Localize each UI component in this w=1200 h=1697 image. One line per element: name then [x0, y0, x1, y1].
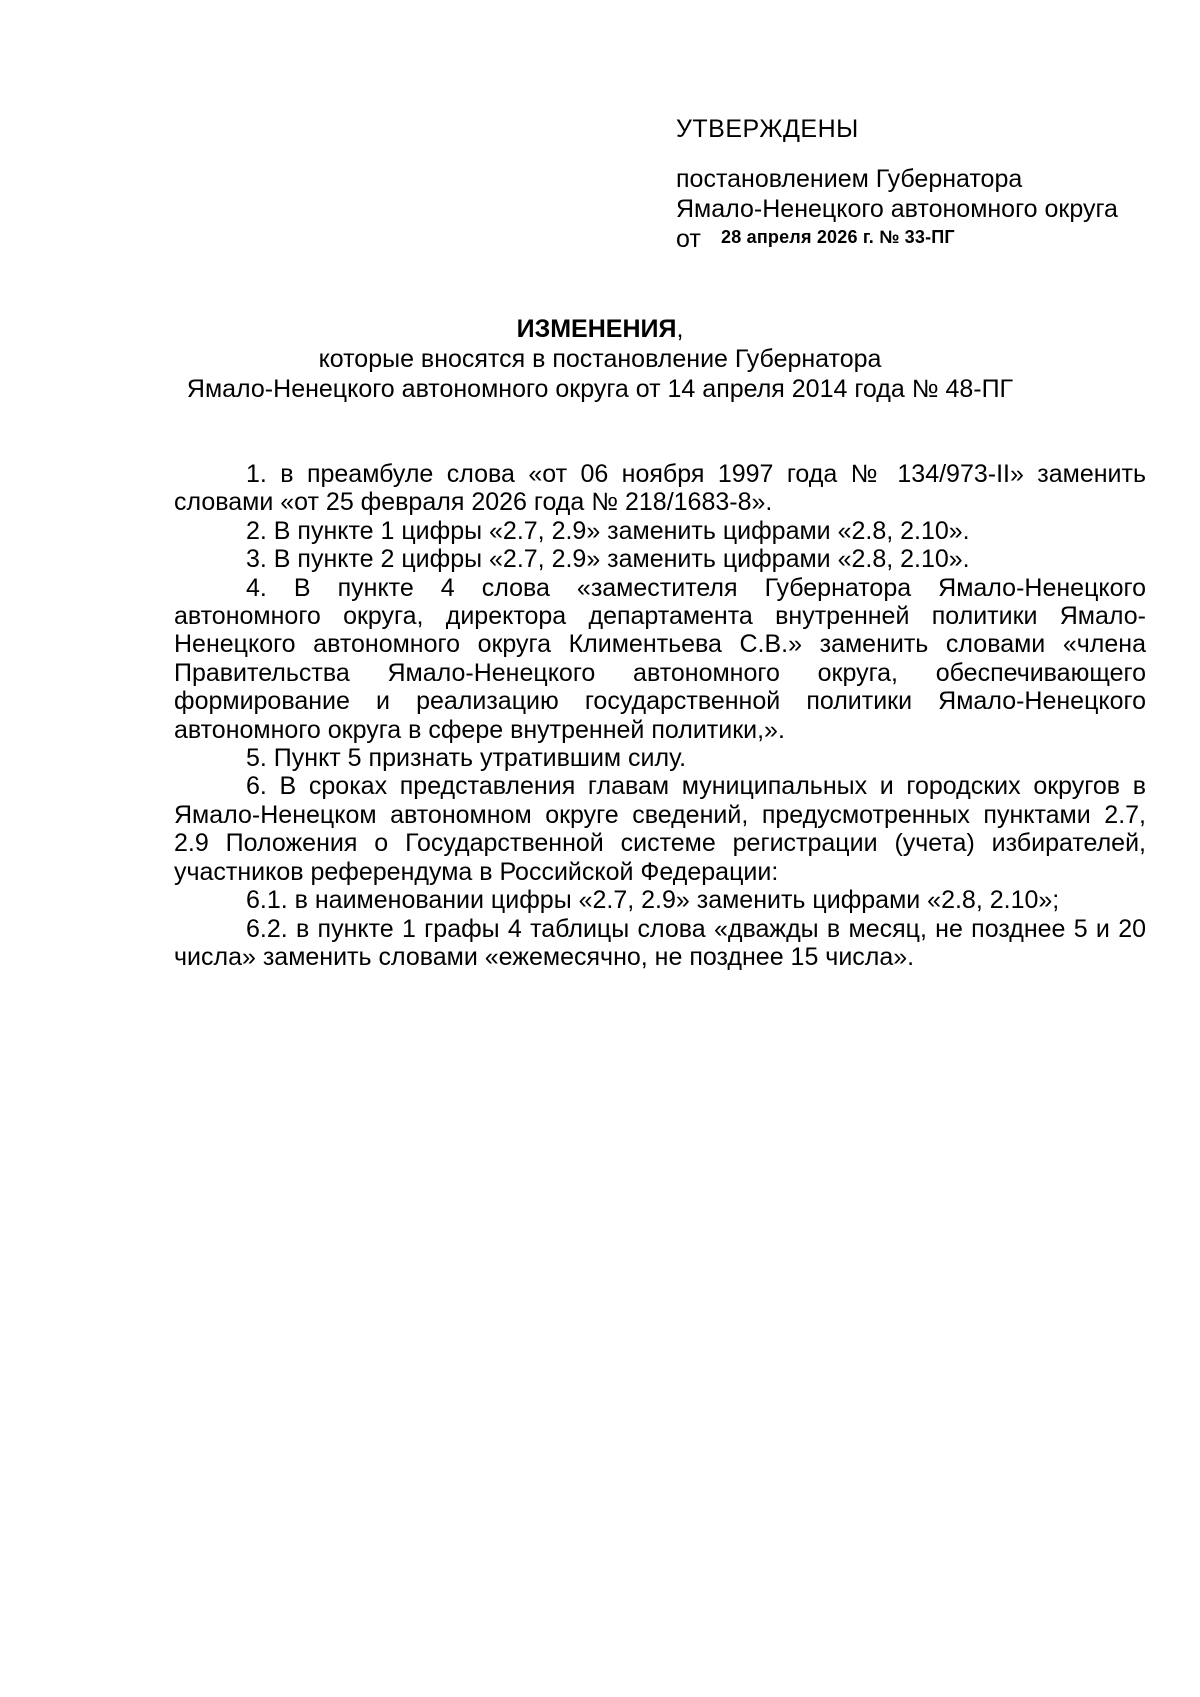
approval-date-prefix: от: [676, 225, 701, 253]
amendment-item-6-1: 6.1. в наименовании цифры «2.7, 2.9» заменить цифрами «2.8, 2.10»;: [246, 886, 1060, 915]
amendment-item-2: 2. В пункте 1 цифры «2.7, 2.9» заменить цифрами «2.8, 2.10».: [246, 516, 970, 545]
approval-label: УТВЕРЖДЕНЫ: [676, 115, 859, 143]
approval-region-line: Ямало-Ненецкого автономного округа: [676, 195, 1118, 223]
heading-title-line: [100, 314, 1100, 344]
amendment-item-1: 1. в преамбуле слова «от 06 ноября 1997 года № 134/973-II» заменить словами «от 25 февраля 2026 года № 218/1683-8».: [174, 460, 1146, 517]
amendments-list: [174, 460, 1146, 971]
amendment-item-3: 3. В пункте 2 цифры «2.7, 2.9» заменить цифрами «2.8, 2.10».: [246, 545, 970, 574]
approval-date-stamp: 28 апреля 2026 г. № 33-ПГ: [721, 227, 955, 247]
heading-title-suffix: ,: [676, 315, 684, 343]
approval-authority-line: постановлением Губернатора: [676, 165, 1023, 193]
document-heading: [100, 314, 1100, 404]
amendment-item-5: 5. Пункт 5 признать утратившим силу.: [246, 744, 687, 773]
heading-title: ИЗМЕНЕНИЯ: [516, 315, 677, 343]
approval-date-line: [676, 224, 1176, 256]
amendment-item-6-2: 6.2. в пункте 1 графы 4 таблицы слова «дважды в месяц, не позднее 5 и 20 числа» заменить словами «ежемесячно, не позднее 15 числа».: [174, 914, 1146, 971]
heading-subtitle-2: Ямало-Ненецкого автономного округа от 14 апреля 2014 года № 48-ПГ: [186, 375, 1014, 403]
amendment-item-4: 4. В пункте 4 слова «заместителя Губернатора Ямало-Ненецкого автономного округа, директора департамента внутренней политики Ямало-Ненецкого автономного округа Климентьева С.В.» заменить словами «члена Правительства Ямало-Ненецкого автономного округа, обеспечивающего формирование и реализацию государственной политики Ямало-Ненецкого автономного округа в сфере внутренней политики,».: [174, 573, 1146, 744]
heading-subtitle-1: которые вносятся в постановление Губернатора: [318, 345, 882, 373]
amendment-item-6: 6. В сроках представления главам муниципальных и городских округов в Ямало-Ненецком автономном округе сведений, предусмотренных пунктами 2.7, 2.9 Положения о Государственной системе регистрации (учета) избирателей, участников референдума в Российской Федерации:: [174, 772, 1146, 886]
approval-block: [676, 114, 1176, 256]
